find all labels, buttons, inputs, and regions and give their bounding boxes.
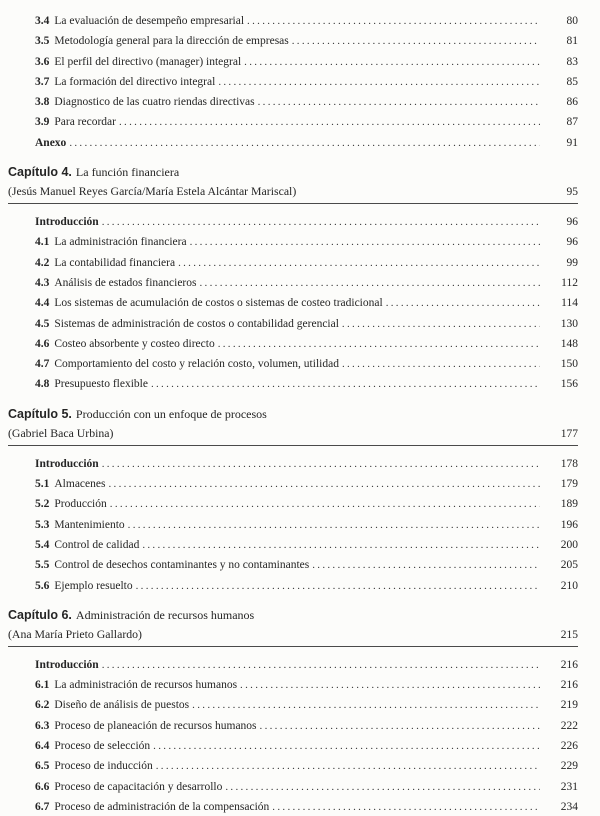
entry-title: Producción [54, 498, 107, 511]
entry-page-number: 99 [566, 256, 578, 269]
toc-entry [35, 797, 578, 816]
entry-title: Anexo [35, 136, 67, 149]
entry-number: 4.4 [35, 297, 50, 310]
entry-title: La evaluación de desempeño empresarial [54, 15, 245, 27]
dot-leader [258, 92, 540, 112]
dot-leader [342, 354, 540, 374]
entry-title: La administración de recursos humanos [54, 679, 238, 692]
entry-title: Mantenimiento [54, 518, 125, 531]
toc-entry [35, 334, 578, 354]
entry-page-number: 231 [560, 780, 578, 793]
entry-page-number: 96 [566, 216, 578, 229]
entry-page-number: 156 [560, 378, 578, 391]
entry-number: 5.1 [35, 478, 50, 491]
toc-entry [35, 31, 578, 51]
toc-entry [35, 112, 578, 132]
entry-number: 5.3 [35, 518, 50, 531]
entry-title: Ejemplo resuelto [54, 579, 133, 592]
toc-entry [35, 555, 578, 575]
toc-entry [35, 314, 578, 334]
dot-leader [119, 112, 540, 132]
chapter-page-number: 95 [566, 186, 578, 199]
entry-page-number: 229 [560, 760, 578, 773]
entry-number: 6.3 [35, 719, 50, 732]
chapter-block [8, 607, 578, 816]
dot-leader [292, 31, 540, 51]
entry-page-number: 112 [561, 276, 578, 289]
entry-number: 6.1 [35, 679, 50, 692]
toc-entry [35, 253, 578, 273]
dot-leader [260, 716, 540, 736]
entry-number: 3.6 [35, 55, 50, 68]
chapter-block [8, 164, 578, 395]
entry-number: 5.5 [35, 559, 50, 572]
entry-number: 3.7 [35, 75, 50, 88]
toc-chapters [8, 164, 578, 816]
entry-number: 6.4 [35, 740, 50, 753]
entry-title: Costeo absorbente y costeo directo [54, 337, 215, 350]
entry-page-number: 148 [560, 337, 578, 350]
entry-title: Para recordar [54, 116, 116, 129]
dot-leader [200, 273, 541, 293]
entry-page-number: 150 [560, 358, 578, 371]
dot-leader [108, 474, 540, 494]
entry-number: 4.7 [35, 358, 50, 371]
dot-leader [247, 11, 540, 31]
entry-number: 4.2 [35, 256, 50, 269]
dot-leader [272, 797, 540, 816]
toc-entry [35, 494, 578, 514]
chapter-rule [8, 203, 578, 204]
toc-entry [35, 212, 578, 232]
entry-page-number: 130 [560, 317, 578, 330]
entry-number: 4.5 [35, 317, 50, 330]
dot-leader [386, 293, 540, 313]
toc-entry [35, 52, 578, 72]
entry-page-number: 200 [560, 538, 578, 551]
chapter-entries [35, 454, 578, 596]
entry-number: 3.8 [35, 96, 50, 109]
dot-leader [102, 454, 540, 474]
chapter-label: Capítulo 4. [8, 165, 72, 180]
chapter-authors: (Gabriel Baca Urbina) [8, 425, 114, 440]
entry-title: Diagnostico de las cuatro riendas directivas [54, 96, 255, 109]
dot-leader [218, 334, 540, 354]
entry-title: Metodología general para la dirección de empresas [54, 35, 289, 48]
entry-title: Los sistemas de acumulación de costos o sistemas de costeo tradicional [54, 297, 383, 310]
chapter-title: La función financiera [75, 165, 180, 180]
chapter-title: Producción con un enfoque de procesos [75, 406, 267, 421]
entry-title: Proceso de administración de la compensación [54, 800, 270, 813]
entry-page-number: 210 [560, 579, 578, 592]
toc-entry [35, 374, 578, 394]
dot-leader [142, 535, 540, 555]
entry-number: 4.6 [35, 337, 50, 350]
entry-title: Introducción [35, 457, 99, 470]
toc-entry [35, 354, 578, 374]
dot-leader [178, 253, 540, 273]
chapter-rule [8, 646, 578, 647]
dot-leader [244, 52, 540, 72]
chapter-heading [8, 164, 578, 181]
dot-leader [136, 576, 540, 596]
toc-entry [35, 655, 578, 675]
entry-title: La formación del directivo integral [54, 75, 216, 88]
entry-title: Análisis de estados financieros [54, 276, 197, 289]
entry-page-number: 189 [560, 498, 578, 511]
dot-leader [151, 374, 540, 394]
entry-title: Proceso de capacitación y desarrollo [54, 780, 223, 793]
toc-entry [35, 273, 578, 293]
entry-title: Control de desechos contaminantes y no contaminantes [54, 559, 310, 572]
entry-page-number: 91 [566, 136, 578, 149]
entry-title: Presupuesto flexible [54, 378, 148, 391]
entry-page-number: 96 [566, 236, 578, 249]
chapter-title: Administración de recursos humanos [75, 607, 255, 622]
chapter-entries [35, 212, 578, 395]
entry-title: La administración financiera [54, 236, 187, 249]
dot-leader [110, 494, 540, 514]
entry-number: 5.4 [35, 538, 50, 551]
entry-number: 5.6 [35, 579, 50, 592]
entry-number: 4.8 [35, 378, 50, 391]
toc-entry [35, 72, 578, 92]
entry-page-number: 216 [560, 658, 578, 671]
entry-title: Proceso de planeación de recursos humanos [54, 719, 257, 732]
entry-page-number: 234 [560, 800, 578, 813]
dot-leader [156, 756, 540, 776]
entry-number: 6.2 [35, 699, 50, 712]
entry-number: 6.6 [35, 780, 50, 793]
toc-entry [35, 11, 578, 31]
entry-number: 6.5 [35, 760, 50, 773]
dot-leader [190, 232, 540, 252]
entry-title: Proceso de inducción [54, 760, 153, 773]
entry-title: El perfil del directivo (manager) integral [54, 55, 242, 68]
chapter-page-number: 177 [560, 427, 578, 440]
dot-leader [102, 212, 540, 232]
toc-top-entries [35, 11, 578, 153]
toc-entry [35, 777, 578, 797]
entry-page-number: 87 [566, 116, 578, 129]
chapter-authors-line [8, 425, 578, 442]
toc-entry [35, 535, 578, 555]
entry-number: 6.7 [35, 800, 50, 813]
entry-title: Control de calidad [54, 538, 140, 551]
dot-leader [128, 515, 540, 535]
entry-number: 3.5 [35, 35, 50, 48]
dot-leader [225, 777, 540, 797]
dot-leader [218, 72, 540, 92]
entry-page-number: 81 [566, 35, 578, 48]
chapter-authors-line [8, 183, 578, 200]
chapter-authors: (Ana María Prieto Gallardo) [8, 626, 142, 641]
dot-leader [240, 675, 540, 695]
entry-page-number: 226 [560, 740, 578, 753]
chapter-authors: (Jesús Manuel Reyes García/María Estela Alcántar Mariscal) [8, 184, 297, 199]
toc-entry [35, 515, 578, 535]
entry-title: Proceso de selección [54, 740, 151, 753]
entry-number: 3.4 [35, 15, 50, 27]
chapter-entries [35, 655, 578, 816]
entry-page-number: 219 [560, 699, 578, 712]
entry-title: Diseño de análisis de puestos [54, 699, 190, 712]
entry-page-number: 83 [566, 55, 578, 68]
entry-title: Introducción [35, 658, 99, 671]
entry-page-number: 178 [560, 457, 578, 470]
chapter-label: Capítulo 5. [8, 406, 72, 421]
toc-entry [35, 736, 578, 756]
dot-leader [102, 655, 540, 675]
toc-entry [35, 92, 578, 112]
entry-page-number: 196 [560, 518, 578, 531]
entry-number: 4.3 [35, 276, 50, 289]
toc-entry [35, 293, 578, 313]
entry-page-number: 222 [560, 719, 578, 732]
toc-entry [35, 716, 578, 736]
toc-entry [35, 576, 578, 596]
entry-page-number: 85 [566, 75, 578, 88]
chapter-rule [8, 445, 578, 446]
toc-entry [35, 675, 578, 695]
toc-entry [35, 232, 578, 252]
dot-leader [192, 695, 540, 715]
entry-title: Almacenes [54, 478, 106, 491]
entry-title: Comportamiento del costo y relación costo, volumen, utilidad [54, 358, 339, 371]
dot-leader [342, 314, 540, 334]
toc-entry [35, 454, 578, 474]
dot-leader [312, 555, 540, 575]
chapter-label: Capítulo 6. [8, 607, 72, 622]
entry-page-number: 205 [560, 559, 578, 572]
chapter-authors-line [8, 626, 578, 643]
entry-number: 4.1 [35, 236, 50, 249]
chapter-page-number: 215 [560, 628, 578, 641]
toc-entry [35, 695, 578, 715]
chapter-heading [8, 607, 578, 624]
entry-title: La contabilidad financiera [54, 256, 176, 269]
chapter-heading [8, 406, 578, 423]
entry-number: 5.2 [35, 498, 50, 511]
entry-page-number: 114 [561, 297, 578, 310]
entry-page-number: 86 [566, 96, 578, 109]
entry-page-number: 80 [566, 15, 578, 27]
chapter-block [8, 406, 578, 596]
toc-entry [35, 133, 578, 153]
entry-page-number: 216 [560, 679, 578, 692]
entry-title: Sistemas de administración de costos o contabilidad gerencial [54, 317, 339, 330]
dot-leader [69, 133, 540, 153]
entry-title: Introducción [35, 216, 99, 229]
dot-leader [153, 736, 540, 756]
entry-page-number: 179 [560, 478, 578, 491]
entry-number: 3.9 [35, 116, 50, 129]
toc-entry [35, 756, 578, 776]
toc-entry [35, 474, 578, 494]
